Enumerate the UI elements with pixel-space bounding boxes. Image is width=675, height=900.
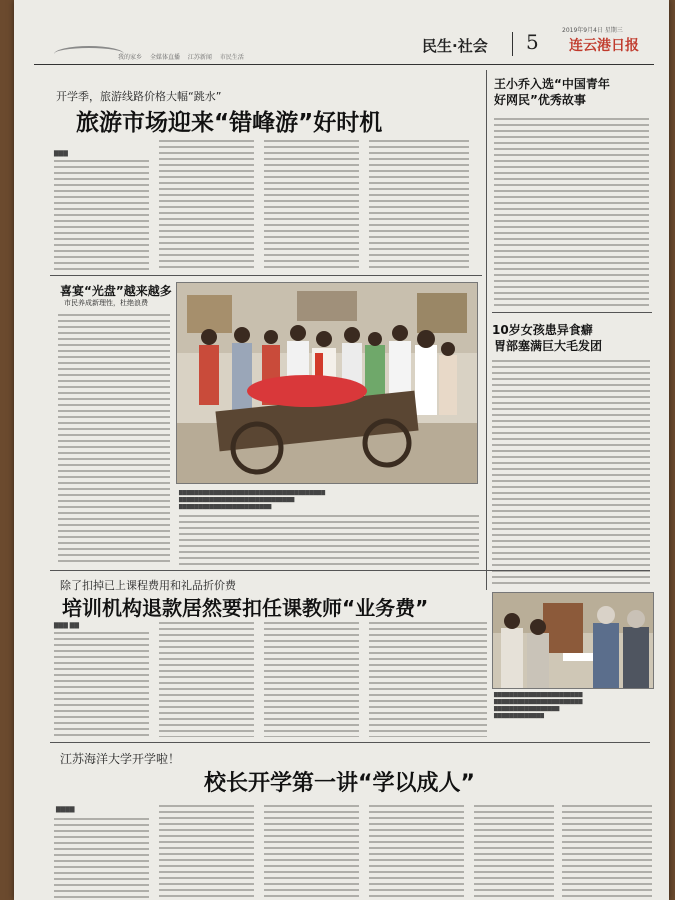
article4-text-col2 (159, 805, 254, 900)
article1-text-col3 (264, 140, 359, 270)
article1-text-col1 (54, 160, 149, 270)
article3-kicker: 除了扣掉已上课程费用和礼品折价费 (60, 579, 236, 592)
side-photo-caption: ▇▇▇▇▇▇▇▇▇▇▇▇▇▇▇▇▇▇▇▇▇▇▇ ▇▇▇▇▇▇▇▇▇▇▇▇▇▇▇▇▇▇▇▇▇▇▇ ▇▇▇▇▇▇▇▇▇▇▇▇▇▇▇▇▇ ▇▇▇▇▇▇▇▇▇▇▇▇▇ (494, 692, 583, 719)
sidebar1-rule (492, 312, 652, 313)
article2-headline: 喜宴“光盘”越来越多 (60, 284, 172, 298)
article4-text-col6 (562, 805, 652, 900)
sidebar2-text (492, 360, 650, 585)
article3-rule (50, 742, 650, 743)
sidebar1-text (494, 118, 649, 308)
page-number: 5 (526, 30, 539, 54)
article2-subhead: 市民养成新理性，杜绝浪费 (64, 299, 148, 307)
masthead-rule (34, 64, 654, 65)
masthead-divider (512, 32, 513, 56)
article1-byline: ▇▇▇ (54, 150, 68, 157)
article3-text-col1 (54, 632, 149, 737)
main-photo (176, 282, 478, 484)
article4-text-col5 (474, 805, 554, 900)
article2-text (58, 314, 170, 564)
article3-byline: ▇▇▇ ▇▇ (54, 622, 79, 629)
column-divider (486, 70, 487, 590)
article1-text-col4 (369, 140, 469, 270)
article3-headline: 培训机构退款居然要扣任课教师“业务费” (62, 596, 429, 620)
newspaper-brand: 连云港日报 (569, 38, 639, 54)
article3-text-col4 (369, 622, 487, 737)
interview-photo-icon (493, 593, 653, 688)
article2-rule (50, 570, 650, 571)
article4-text-col1 (54, 818, 149, 900)
article3-text-col3 (264, 622, 359, 737)
section-title: 民生·社会 (422, 37, 488, 55)
newspaper-page (14, 0, 669, 900)
article4-headline: 校长开学第一讲“学以成人” (204, 771, 475, 796)
sidebar2-headline-line2: 胃部塞满巨大毛发团 (494, 339, 603, 353)
nav-item: 我的家乡 (118, 54, 143, 61)
sidebar1-headline-line1: 王小乔入选“中国青年 (494, 77, 610, 91)
article1-headline: 旅游市场迎来“错峰游”好时机 (76, 110, 383, 136)
masthead-nav (118, 52, 250, 61)
article4-text-col4 (369, 805, 464, 900)
nav-item: 市民生活 (219, 54, 244, 61)
sidebar1-headline-line2: 好网民”优秀故事 (494, 93, 586, 107)
article1-text-col2 (159, 140, 254, 270)
article4-byline: ▇▇▇▇ (56, 806, 75, 813)
masthead-logo-icon (54, 46, 124, 62)
article1-rule (50, 275, 482, 276)
sidebar2-headline-line1: 10岁女孩患异食癖 (492, 323, 593, 337)
nav-item: 江苏新闻 (187, 54, 212, 61)
issue-date: 2019年9月4日 星期三 (562, 27, 623, 34)
article2-text-lower (179, 515, 479, 565)
article4-kicker: 江苏海洋大学开学啦！ (60, 752, 181, 766)
article1-kicker: 开学季，旅游线路价格大幅“跳水” (56, 90, 222, 103)
main-photo-caption: ▇▇▇▇▇▇▇▇▇▇▇▇▇▇▇▇▇▇▇▇▇▇▇▇▇▇▇▇▇▇▇▇▇▇▇▇▇▇ ▇▇▇▇▇▇▇▇▇▇▇▇▇▇▇▇▇▇▇▇▇▇▇▇▇▇▇▇▇▇ ▇▇▇▇▇▇▇▇▇▇▇▇▇▇▇▇▇▇▇▇▇▇▇▇ (179, 490, 326, 510)
exhibition-photo-icon (177, 283, 477, 483)
nav-item: 全媒体直播 (149, 54, 180, 61)
article3-text-col2 (159, 622, 254, 737)
side-photo (492, 592, 654, 689)
article4-text-col3 (264, 805, 359, 900)
